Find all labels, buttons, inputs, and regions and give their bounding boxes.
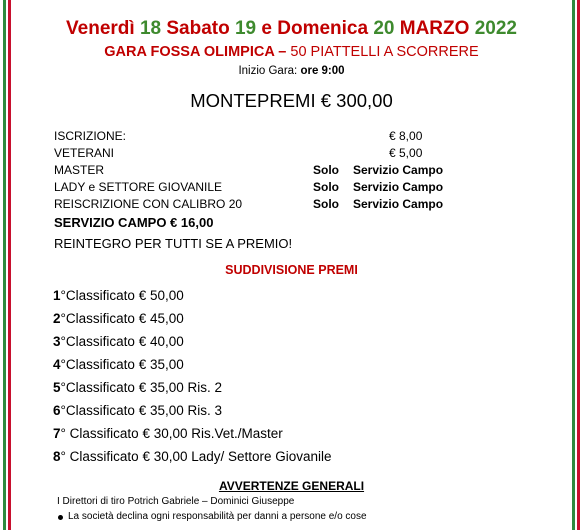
bullet-dot-icon: [58, 515, 63, 520]
ranking-row: 8° Classificato € 30,00 Lady/ Settore Giovanile: [53, 449, 332, 464]
direttori-line: I Direttori di tiro Potrich Gabriele – Dominici Giuseppe: [57, 496, 295, 507]
fee-label: VETERANI: [54, 146, 115, 160]
fee-solo: Solo: [313, 180, 339, 194]
event-dates-title: [0, 18, 583, 40]
subtitle-rest: 50 PIATTELLI A SCORRERE: [286, 44, 479, 60]
ranking-row: 3°Classificato € 40,00: [53, 334, 184, 349]
title-weekday: Venerdì: [66, 18, 140, 39]
title-weekday: Sabato: [161, 18, 235, 39]
ranking-row: 5°Classificato € 35,00 Ris. 2: [53, 380, 222, 395]
title-day: 18: [139, 18, 162, 39]
ranking-row: 4°Classificato € 35,00: [53, 357, 184, 372]
ranking-row: 7° Classificato € 30,00 Ris.Vet./Master: [53, 426, 283, 441]
fee-label: LADY e SETTORE GIOVANILE: [54, 180, 223, 194]
fee-solo: Solo: [313, 197, 339, 211]
fee-amount: € 8,00: [389, 129, 423, 143]
reintegro-note: REINTEGRO PER TUTTI SE A PREMIO!: [54, 236, 293, 251]
suddivisione-heading: SUDDIVISIONE PREMI: [225, 263, 358, 277]
subtitle-bold: GARA FOSSA OLIMPICA –: [104, 44, 287, 60]
fee-service: Servizio Campo: [353, 163, 444, 177]
title-year: 2022: [474, 18, 517, 39]
title-day: 20: [373, 18, 395, 39]
montepremi-heading: MONTEPREMI € 300,00: [190, 90, 393, 111]
start-time-value: ore 9:00: [300, 65, 345, 77]
title-month: MARZO: [394, 18, 475, 39]
bullet-item: [68, 511, 367, 522]
fee-label: REISCRIZIONE CON CALIBRO 20: [54, 197, 243, 211]
servizio-campo: SERVIZIO CAMPO € 16,00: [54, 215, 214, 230]
ranking-row: 6°Classificato € 35,00 Ris. 3: [53, 403, 222, 418]
title-weekday: e Domenica: [256, 18, 374, 39]
fee-service: Servizio Campo: [353, 197, 444, 211]
start-label: Inizio Gara:: [238, 65, 301, 77]
ranking-row: 2°Classificato € 45,00: [53, 311, 184, 326]
fee-service: Servizio Campo: [353, 180, 444, 194]
ranking-row: 1°Classificato € 50,00: [53, 288, 184, 303]
fee-label: MASTER: [54, 163, 105, 177]
avvertenze-heading: AVVERTENZE GENERALI: [218, 479, 365, 493]
fee-solo: Solo: [313, 163, 339, 177]
fee-label: ISCRIZIONE:: [54, 129, 127, 143]
start-time: [0, 65, 583, 77]
bullet-text: La società declina ogni responsabilità per danni a persone e/o cose: [68, 511, 367, 522]
fee-amount: € 5,00: [389, 146, 423, 160]
title-day: 19: [234, 18, 257, 39]
competition-subtitle: [0, 44, 583, 60]
